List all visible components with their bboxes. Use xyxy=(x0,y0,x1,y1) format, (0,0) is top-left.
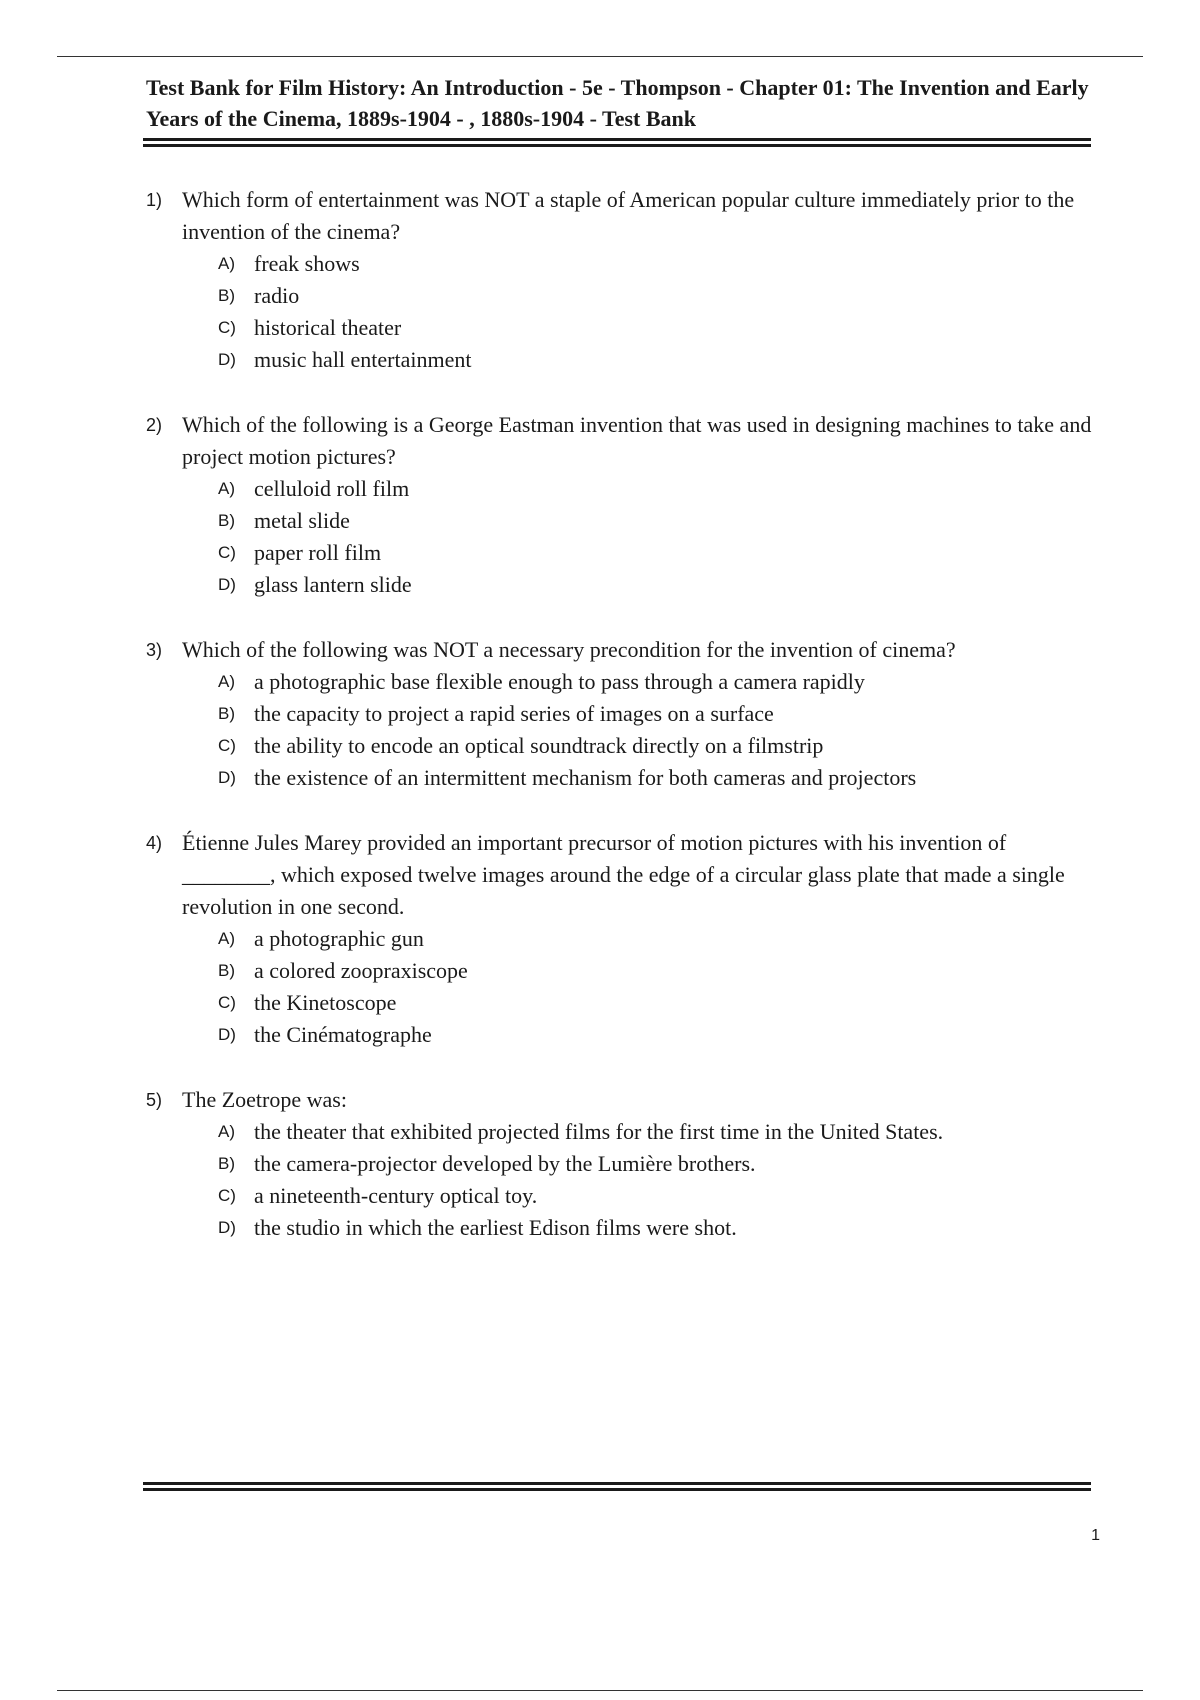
option-letter: B) xyxy=(218,704,235,723)
option-text: radio xyxy=(254,283,300,308)
option-text: the studio in which the earliest Edison films were shot. xyxy=(254,1215,737,1240)
answer-option xyxy=(218,1148,1096,1180)
option-text: celluloid roll film xyxy=(254,476,410,501)
option-letter: D) xyxy=(218,1025,236,1044)
option-text: the existence of an intermittent mechanism for both cameras and projectors xyxy=(254,765,917,790)
question-list xyxy=(146,184,1096,1277)
answer-option xyxy=(218,505,1096,537)
option-letter: B) xyxy=(218,1154,235,1173)
question-1 xyxy=(146,184,1096,376)
option-letter: A) xyxy=(218,479,235,498)
option-letter: B) xyxy=(218,961,235,980)
answer-options xyxy=(146,666,1096,794)
option-text: glass lantern slide xyxy=(254,572,412,597)
option-letter: A) xyxy=(218,1122,235,1141)
option-letter: D) xyxy=(218,575,236,594)
option-text: the capacity to project a rapid series of images on a surface xyxy=(254,701,774,726)
option-letter: D) xyxy=(218,768,236,787)
answer-options xyxy=(146,473,1096,601)
question-5 xyxy=(146,1084,1096,1244)
option-text: a photographic gun xyxy=(254,926,424,951)
option-text: a colored zoopraxiscope xyxy=(254,958,468,983)
answer-options xyxy=(146,1116,1096,1244)
question-number: 4) xyxy=(146,833,163,853)
header-double-rule xyxy=(143,138,1091,150)
question-number: 5) xyxy=(146,1090,163,1110)
question-text: Which of the following is a George Eastman invention that was used in designing machines to take and project motion pictures? xyxy=(182,412,1092,469)
question-text: The Zoetrope was: xyxy=(182,1087,347,1112)
answer-option xyxy=(218,762,1096,794)
option-text: the theater that exhibited projected films for the first time in the United States. xyxy=(254,1119,944,1144)
option-letter: C) xyxy=(218,1186,236,1205)
option-letter: C) xyxy=(218,993,236,1012)
answer-option xyxy=(218,569,1096,601)
answer-option xyxy=(218,537,1096,569)
answer-options xyxy=(146,923,1096,1051)
question-number: 2) xyxy=(146,415,163,435)
answer-option xyxy=(218,1116,1096,1148)
answer-option xyxy=(218,955,1096,987)
question-text: Which form of entertainment was NOT a staple of American popular culture immediately prior to the invention of the cinema? xyxy=(182,187,1075,244)
answer-option xyxy=(218,312,1096,344)
answer-option xyxy=(218,987,1096,1019)
option-letter: B) xyxy=(218,286,235,305)
answer-option xyxy=(218,1180,1096,1212)
option-text: freak shows xyxy=(254,251,360,276)
option-text: a photographic base flexible enough to pass through a camera rapidly xyxy=(254,669,865,694)
answer-option xyxy=(218,666,1096,698)
question-text: Étienne Jules Marey provided an important precursor of motion pictures with his invention of ________, which exposed twelve images around the edge of a circular glass plate that made a single revolution in one second. xyxy=(182,830,1065,919)
answer-option xyxy=(218,248,1096,280)
option-letter: A) xyxy=(218,929,235,948)
page-number: 1 xyxy=(1091,1527,1100,1544)
question-2 xyxy=(146,409,1096,601)
question-number: 3) xyxy=(146,640,163,660)
answer-option xyxy=(218,473,1096,505)
option-text: the ability to encode an optical soundtrack directly on a filmstrip xyxy=(254,733,824,758)
answer-option xyxy=(218,730,1096,762)
answer-option xyxy=(218,1212,1096,1244)
answer-option xyxy=(218,280,1096,312)
option-text: the camera-projector developed by the Lumière brothers. xyxy=(254,1151,756,1176)
answer-option xyxy=(218,1019,1096,1051)
page-bottom-rule xyxy=(57,1690,1143,1691)
question-number: 1) xyxy=(146,190,163,210)
option-letter: C) xyxy=(218,736,236,755)
option-text: a nineteenth-century optical toy. xyxy=(254,1183,538,1208)
answer-option xyxy=(218,698,1096,730)
answer-option xyxy=(218,344,1096,376)
option-letter: C) xyxy=(218,318,236,337)
option-text: music hall entertainment xyxy=(254,347,472,372)
option-letter: D) xyxy=(218,1218,236,1237)
option-letter: A) xyxy=(218,254,235,273)
option-letter: C) xyxy=(218,543,236,562)
option-text: historical theater xyxy=(254,315,402,340)
question-4 xyxy=(146,827,1096,1051)
answer-options xyxy=(146,248,1096,376)
answer-option xyxy=(218,923,1096,955)
option-text: metal slide xyxy=(254,508,350,533)
option-letter: B) xyxy=(218,511,235,530)
option-letter: D) xyxy=(218,350,236,369)
footer-double-rule xyxy=(143,1482,1091,1494)
option-text: paper roll film xyxy=(254,540,382,565)
page-top-rule xyxy=(57,56,1143,57)
option-text: the Kinetoscope xyxy=(254,990,397,1015)
question-text: Which of the following was NOT a necessary precondition for the invention of cinema? xyxy=(182,637,956,662)
option-text: the Cinématographe xyxy=(254,1022,432,1047)
document-title: Test Bank for Film History: An Introduction - 5e - Thompson - Chapter 01: The Invention and Early Years of the Cinema, 1889s-1904 - , 1880s-1904 - Test Bank xyxy=(146,75,1089,131)
option-letter: A) xyxy=(218,672,235,691)
question-3 xyxy=(146,634,1096,794)
